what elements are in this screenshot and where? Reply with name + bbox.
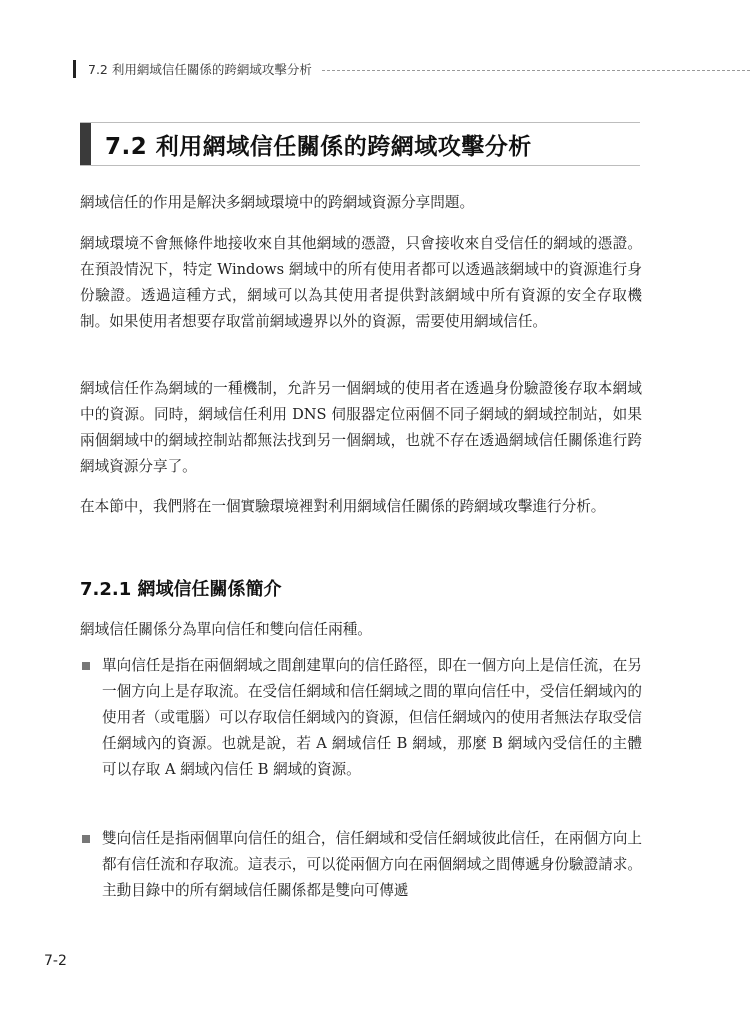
header-bar [73,60,76,78]
bullet-text: 單向信任是指在兩個網域之間創建單向的信任路徑，即在一個方向上是信任流，在另一個方向上是存取流。在受信任網域和信任網域之間的單向信任中，受信任網域內的使用者（或電腦）可以存取信任網域內的資源，但信任網域內的使用者無法存取受信任網域內的資源。也就是說，若 A 網域信任 B 網域，那麼 B 網域內受信任的主體可以存取 A 網域內信任 B 網域的資源。 [102,657,642,778]
bullet-square-icon [82,662,90,670]
bullet-item-one-way [80,653,642,783]
subsection-title: 7.2.1 網域信任關係簡介 [80,579,282,600]
page-number: 7-2 [44,953,67,969]
heading-marker-block [80,123,91,165]
paragraph-4: 在本節中，我們將在一個實驗環境裡對利用網域信任關係的跨網域攻擊進行分析。 [80,498,606,515]
running-header-title: 7.2 利用網域信任關係的跨網域攻擊分析 [88,62,312,77]
section-title: 7.2 利用網域信任關係的跨網域攻擊分析 [105,133,532,160]
section-heading [80,122,640,166]
header-dashed-rule [322,70,750,71]
bullet-text: 雙向信任是指兩個單向信任的組合，信任網域和受信任網域彼此信任，在兩個方向上都有信任流和存取流。這表示，可以從兩個方向在兩個網域之間傳遞身份驗證請求。主動目錄中的所有網域信任關係都是雙向可傳遞 [102,830,642,899]
paragraph-1: 網域信任的作用是解決多網域環境中的跨網域資源分享問題。 [80,194,475,211]
paragraph-2: 網域環境不會無條件地接收來自其他網域的憑證，只會接收來自受信任的網域的憑證。在預設情況下，特定 Windows 網域中的所有使用者都可以透過該網域中的資源進行身份驗證。透過這種方式，網域可以為其使用者提供對該網域中所有資源的安全存取機制。如果使用者想要存取當前網域邊界以外的資源，需要使用網域信任。 [80,235,642,330]
subsection-intro: 網域信任關係分為單向信任和雙向信任兩種。 [80,621,372,638]
bullet-item-two-way [80,826,642,904]
paragraph-3: 網域信任作為網域的一種機制，允許另一個網域的使用者在透過身份驗證後存取本網域中的資源。同時，網域信任利用 DNS 伺服器定位兩個不同子網域的網域控制站，如果兩個網域中的網域控制站都無法找到另一個網域，也就不存在透過網域信任關係進行跨網域資源分享了。 [80,380,642,475]
running-header [73,58,750,80]
bullet-square-icon [82,835,90,843]
